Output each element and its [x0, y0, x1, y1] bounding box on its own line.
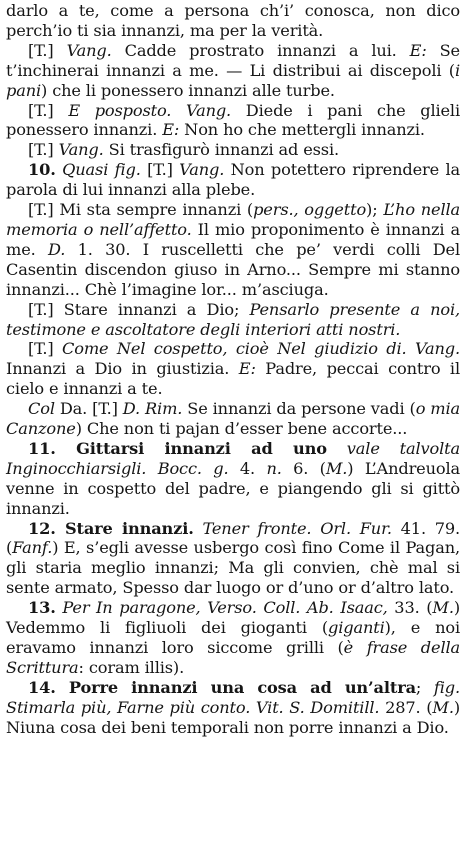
entry-text: [T.]	[28, 40, 67, 60]
dictionary-entry	[6, 300, 460, 340]
entry-text	[407, 339, 415, 358]
entry-text: Non ho che mettergli innanzi.	[179, 120, 425, 140]
dictionary-entry	[6, 200, 460, 300]
entry-text: Innanzi a Dio in giustizia.	[6, 359, 239, 379]
entry-text: Se t’inchinerai innanzi a me. — Li distribui ai discepoli (	[6, 40, 460, 80]
italic-text: i pani	[6, 60, 460, 100]
entry-text: Da. [T.]	[54, 399, 123, 419]
italic-text: Fanf.	[12, 538, 53, 558]
entry-text: Non potettero riprendere la parola di lui innanzi alla plebe.	[6, 160, 460, 200]
italic-text: Vang.	[179, 160, 225, 180]
entry-text: [T.] Mi sta sempre innanzi (	[28, 200, 254, 220]
italic-text: Orl. Fur.	[320, 518, 392, 538]
entry-text: 33. (	[387, 598, 433, 618]
entry-text: [T.]	[28, 140, 59, 160]
italic-text: vale talvolta Inginocchiarsigli.	[6, 438, 461, 478]
entry-text: Padre, peccai contro il cielo e innanzi a te.	[6, 359, 460, 399]
dictionary-entry	[6, 1, 460, 41]
entry-text: ) Vedemmo li figliuoli dei gioganti (	[6, 598, 460, 638]
entry-text: Si trasfigurò innanzi ad essi.	[103, 140, 339, 160]
italic-text: Vang.	[58, 140, 104, 160]
italic-text: Vang.	[186, 100, 232, 120]
entry-text: Se innanzi da persone vadi (	[182, 399, 416, 419]
italic-text: E:	[409, 40, 427, 60]
dictionary-entry	[6, 140, 460, 160]
dictionary-entry	[6, 598, 460, 678]
dictionary-entry	[6, 439, 460, 519]
dictionary-entry	[6, 399, 460, 439]
entry-text	[146, 459, 157, 478]
italic-text: D. Rim.	[122, 399, 183, 419]
italic-text: Come Nel cospetto, cioè Nel giudizio di.	[62, 339, 407, 359]
bold-text: 11. Gittarsi innanzi ad uno	[28, 438, 327, 458]
entry-text: 41. 79. (	[6, 518, 461, 558]
entry-text: : coram illis).	[78, 657, 185, 677]
entry-text: ), e noi eravamo innanzi loro siccome grilli (	[6, 618, 460, 657]
entry-text: darlo a te, come a persona ch’i’ conosca, non dico perch’io ti sia innanzi, ma per la verità.	[6, 1, 460, 40]
dictionary-entry	[6, 160, 460, 200]
italic-text: Vit. S. Domitill.	[255, 697, 380, 717]
entry-text: 4.	[228, 458, 267, 478]
entry-text	[311, 519, 320, 538]
italic-text: Col	[28, 399, 55, 419]
dictionary-entry	[6, 41, 460, 101]
entry-text: 287. (	[379, 697, 433, 717]
italic-text: Per In paragone, Verso.	[62, 598, 257, 618]
dictionary-entry	[6, 678, 460, 738]
italic-text: D.	[47, 239, 66, 259]
entry-text: 1. 30. I ruscelletti che pe’ verdi colli Del Casentin discendon giuso in Arno... Sempre mi stanno innanzi... Chè l’imagine lor... m’asciuga.	[6, 239, 461, 299]
italic-text: M.	[325, 458, 348, 478]
italic-text: pers., oggetto	[253, 200, 367, 220]
italic-text: giganti	[328, 618, 385, 638]
entry-text: [T.]	[140, 160, 180, 180]
entry-text: Cadde prostrato innanzi a lui.	[111, 40, 410, 60]
italic-text: Quasi fig.	[62, 160, 141, 180]
dictionary-entry	[6, 101, 460, 141]
entry-text: ) L’Andreuola venne in cospetto del padre, e piangendo gli si gittò innanzi.	[6, 458, 460, 518]
italic-text: Vang.	[66, 40, 112, 60]
entry-text: );	[366, 200, 384, 220]
entry-text: Il mio proponimento è innanzi a me.	[6, 219, 460, 259]
entry-text: ) E, s’egli avesse usbergo così fino Come il Pagan, gli staria meglio innanzi; Ma gli convien, chè mal si sente armato, Spesso dar luogo or d’uno or d’altro lato.	[6, 538, 460, 598]
italic-text: fig. Stimarla più, Farne più conto.	[6, 677, 460, 717]
entry-text: ) Che non ti pajan d’esser bene accorte...	[75, 419, 408, 439]
italic-text: Vang.	[414, 339, 460, 359]
italic-text: o mia Canzone	[6, 399, 461, 439]
italic-text: è frase della Scrittura	[6, 638, 461, 677]
entry-text: ) che li ponessero innanzi alle turbe.	[41, 80, 335, 100]
entry-text: 6. (	[281, 458, 326, 478]
bold-text: 13.	[28, 598, 56, 618]
italic-text: E posposto.	[68, 100, 172, 120]
italic-text: Tener fronte.	[202, 518, 312, 538]
italic-text: L’ho nella memoria o nell’affetto.	[6, 200, 461, 239]
italic-text: M.	[432, 598, 454, 618]
italic-text: n.	[266, 458, 282, 478]
dictionary-entry	[6, 339, 460, 399]
bold-text: 12. Stare innanzi.	[28, 518, 194, 538]
bold-text: 14. Porre innanzi una cosa ad un’altra	[28, 677, 416, 697]
entry-text: [T.]	[28, 339, 63, 359]
italic-text: M.	[432, 697, 454, 717]
entry-text: ;	[415, 677, 434, 697]
entry-text: ) Niuna cosa dei beni temporali non porre innanzi a Dio.	[6, 697, 460, 737]
entry-text: Diede i pani che glieli ponessero innanzi.	[6, 100, 460, 140]
entry-text	[171, 101, 186, 120]
entry-text: [T.] Stare innanzi a Dio;	[28, 299, 250, 319]
italic-text: Bocc. g.	[157, 458, 229, 478]
dictionary-entry	[6, 519, 460, 599]
bold-text: 10.	[28, 160, 56, 180]
entry-text: [T.]	[28, 100, 69, 120]
italic-text: E:	[162, 120, 180, 140]
italic-text: Coll. Ab. Isaac,	[263, 598, 388, 618]
italic-text: E:	[238, 359, 256, 379]
entry-text	[327, 439, 347, 458]
italic-text: Pensarlo presente a noi, testimone e ascoltatore degli interiori atti nostri.	[6, 299, 460, 339]
